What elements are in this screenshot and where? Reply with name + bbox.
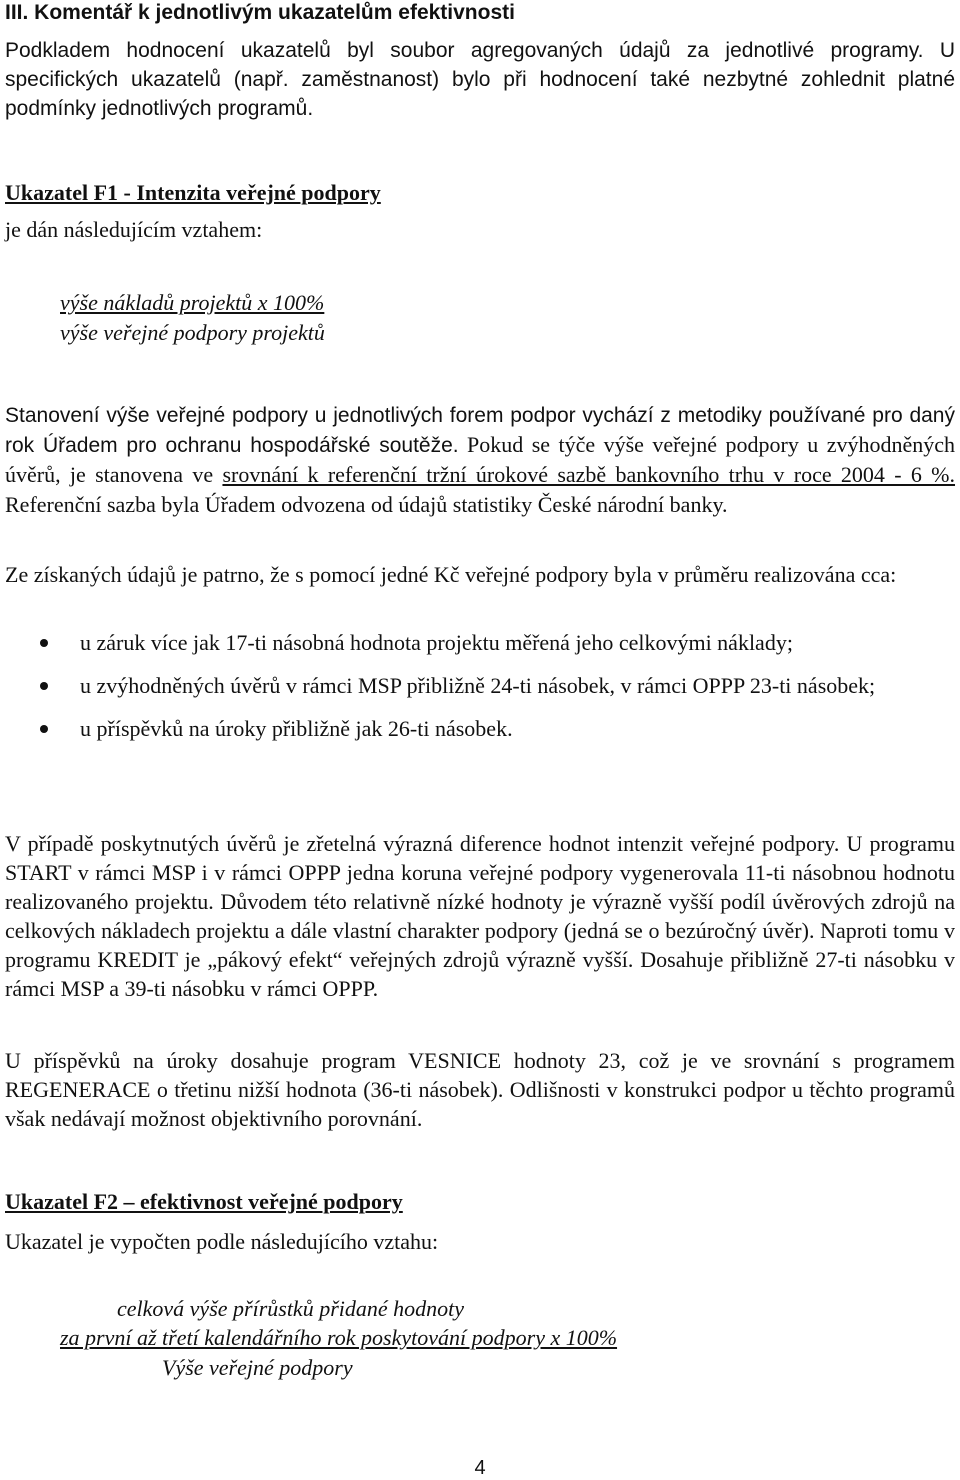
list-item: u zvýhodněných úvěrů v rámci MSP přibližně 24-ti násobek, v rámci OPPP 23-ti násobek; — [0, 671, 955, 700]
f1-method-serif-1: Pokud se týče výše veřejné podpory u zvýhodněných úvěrů, je stanovena ve — [5, 432, 955, 487]
f1-lead: je dán následujícím vztahem: — [5, 217, 263, 242]
f2-formula-line2: za první až třetí kalendářního rok poskytování podpory x 100% — [60, 1325, 618, 1350]
f1-interest-paragraph: U příspěvků na úroky dosahuje program VESNICE hodnoty 23, což je ve srovnání s programem REGENERACE o třetinu nižší hodnota (36-ti násobek). Odlišnosti v konstrukci podpor u těchto programů však nedávají možnost objektivního porovnání. — [5, 1048, 955, 1131]
f1-heading: Ukazatel F1 - Intenzita veřejné podpory — [5, 180, 381, 205]
f1-result-list — [0, 628, 955, 757]
page-number: 4 — [474, 1457, 486, 1479]
f1-formula-denominator: výše veřejné podpory projektů — [60, 320, 325, 345]
f2-formula-line3: Výše veřejné podpory — [162, 1355, 353, 1380]
f1-method-paragraph — [5, 401, 955, 520]
f1-result-intro: Ze získaných údajů je patrno, že s pomocí jedné Kč veřejné podpory byla v průměru realizována cca: — [5, 562, 897, 587]
list-item: u záruk více jak 17-ti násobná hodnota projektu měřená jeho celkovými náklady; — [0, 628, 955, 657]
list-item: u příspěvků na úroky přibližně jak 26-ti násobek. — [0, 714, 955, 743]
section-title: III. Komentář k jednotlivým ukazatelům efektivnosti — [5, 1, 515, 24]
intro-paragraph: Podkladem hodnocení ukazatelů byl soubor agregovaných údajů za jednotlivé programy. U specifických ukazatelů (např. zaměstnanost) bylo při hodnocení také nezbytné zohlednit platné podmínky jednotlivých programů. — [5, 39, 955, 120]
f2-heading: Ukazatel F2 – efektivnost veřejné podpory — [5, 1189, 403, 1214]
bullet-icon — [40, 682, 48, 690]
f1-loans-paragraph: V případě poskytnutých úvěrů je zřetelná výrazná diference hodnot intenzit veřejné podpory. U programu START v rámci MSP i v rámci OPPP jedna koruna veřejné podpory vygenerovala 11-ti násobnou hodnotu realizovaného projektu. Důvodem této relativně nízké hodnoty je výrazně vyšší podíl úvěrových zdrojů na celkových nákladech projektu a dále vlastní charakter podpory (jedná se o bezúročný úvěr). Naproti tomu v programu KREDIT je „pákový efekt“ veřejných zdrojů výrazně vyšší. Dosahuje přibližně 27-ti násobku v rámci MSP a 39-ti násobku v rámci OPPP. — [5, 831, 955, 1001]
f1-formula-numerator: výše nákladů projektů x 100% — [60, 290, 325, 315]
f1-method-underlined: srovnání k referenční tržní úrokové sazbě bankovního trhu v roce 2004 - 6 %. — [222, 462, 956, 487]
f1-method-serif-2: Referenční sazba byla Úřadem odvozena od údajů statistiky České národní banky. — [5, 492, 728, 517]
f2-formula-line1: celková výše přírůstků přidané hodnoty — [117, 1296, 465, 1321]
f2-lead: Ukazatel je vypočten podle následujícího vztahu: — [5, 1229, 439, 1254]
f1-method-sans: Stanovení výše veřejné podpory u jednotlivých forem podpor vychází z metodiky používané pro daný rok Úřadem pro ochranu hospodářské soutěže. — [5, 404, 955, 457]
bullet-icon — [40, 725, 48, 733]
bullet-icon — [40, 639, 48, 647]
